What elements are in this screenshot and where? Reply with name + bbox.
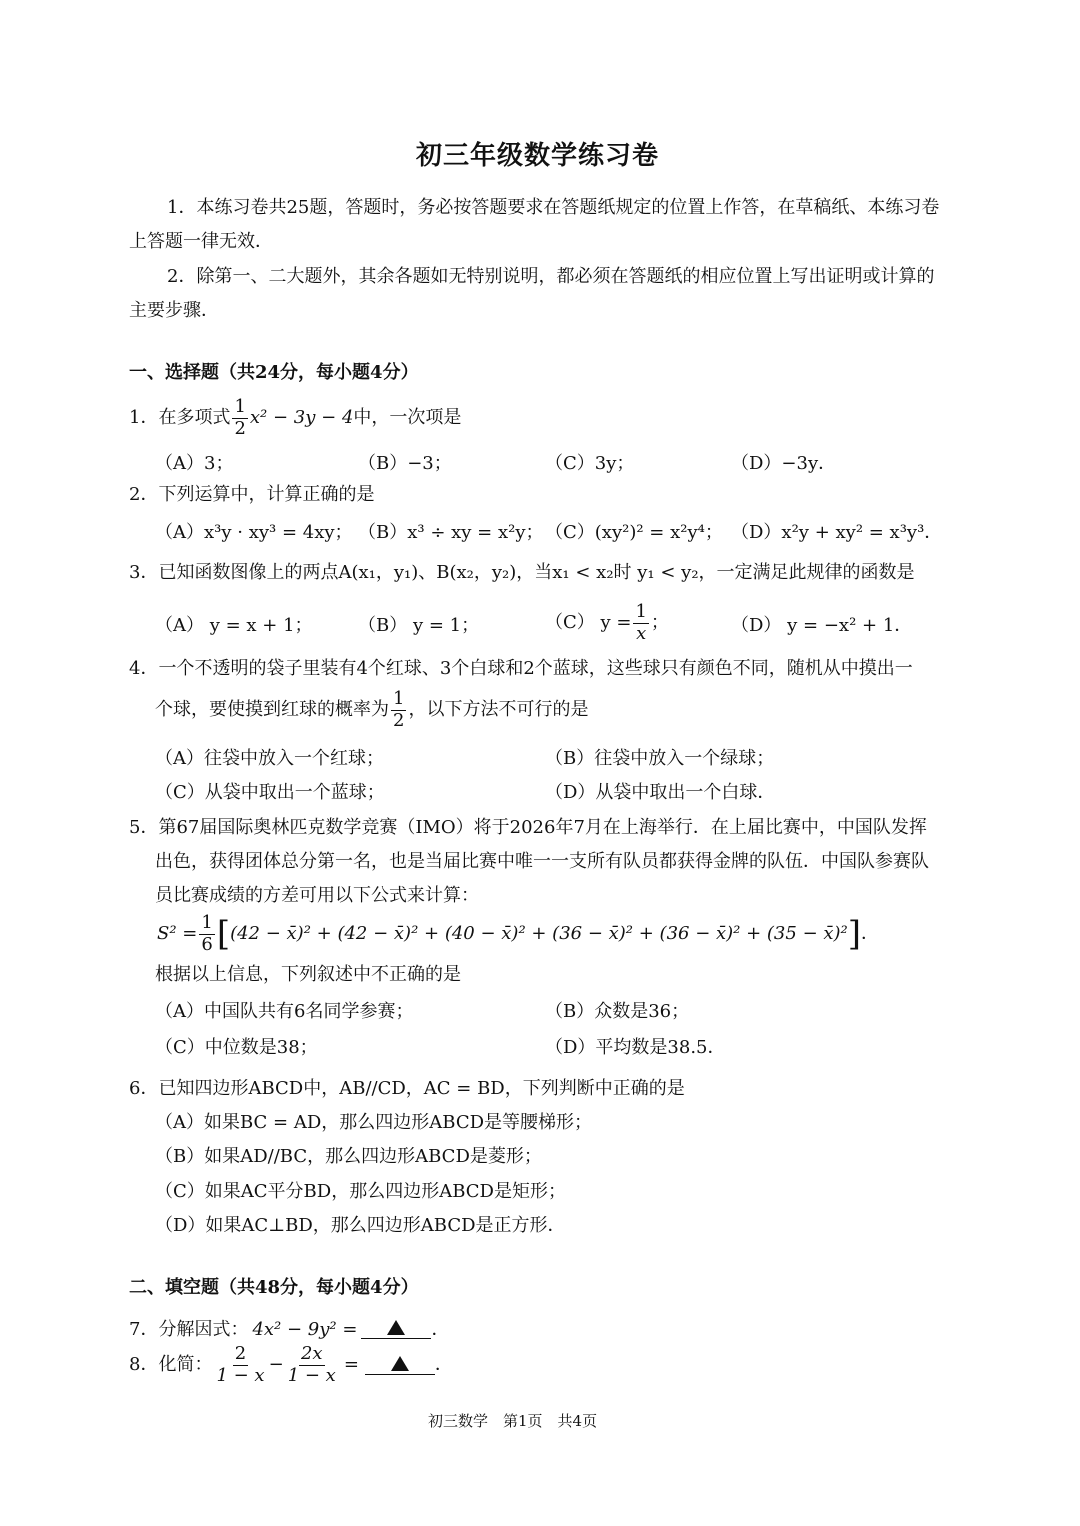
question-1-option-d: （D）−3y． bbox=[731, 453, 837, 474]
triangle-icon bbox=[387, 1320, 405, 1335]
fraction-denominator: 6 bbox=[201, 933, 213, 955]
question-4-line-2-suffix: ，以下方法不可行的是 bbox=[408, 699, 589, 721]
question-5-option-a: （A）中国队共有6名同学参赛； bbox=[155, 1001, 414, 1022]
question-4-option-b: （B）往袋中放入一个绿球； bbox=[545, 748, 775, 769]
question-6-option-a: （A）如果BC = AD，那么四边形ABCD是等腰梯形； bbox=[155, 1112, 593, 1133]
fraction-one-half bbox=[391, 690, 406, 731]
formula-lhs: S² = bbox=[157, 923, 198, 945]
answer-blank bbox=[365, 1356, 435, 1375]
question-4-option-a: （A）往袋中放入一个红球； bbox=[155, 748, 384, 769]
question-1-option-c: （C）3y； bbox=[545, 453, 635, 474]
fraction-numerator: 1 bbox=[201, 912, 213, 933]
question-8 bbox=[129, 1345, 453, 1386]
formula-body: (42 − x̄)² + (42 − x̄)² + (40 − x̄)² + (36 − x̄)² + (36 − x̄)² + (35 − x̄)² bbox=[230, 923, 848, 945]
section-heading-fill: 二、填空题（共48分，每小题4分） bbox=[129, 1277, 419, 1298]
question-4-line-2-prefix: 个球，要使摸到红球的概率为 bbox=[155, 699, 389, 721]
question-6-option-b: （B）如果AD//BC，那么四边形ABCD是菱形； bbox=[155, 1146, 542, 1167]
page-footer: 初三数学 第1页 共4页 bbox=[428, 1412, 598, 1430]
question-5-option-d: （D）平均数是38.5． bbox=[545, 1037, 726, 1058]
variance-formula bbox=[157, 914, 879, 955]
question-6-option-d: （D）如果AC⊥BD，那么四边形ABCD是正方形． bbox=[155, 1215, 566, 1236]
question-2-option-c: （C）(xy²)² = x²y⁴； bbox=[545, 522, 723, 543]
question-3-option-a: （A） y = x + 1； bbox=[155, 615, 313, 636]
triangle-icon bbox=[391, 1356, 409, 1371]
question-2-stem: 2．下列运算中，计算正确的是 bbox=[129, 484, 375, 505]
fraction-2-over-1-minus-x bbox=[214, 1345, 266, 1386]
question-3-option-d: （D） y = −x² + 1． bbox=[731, 615, 913, 636]
question-8-prefix: 8．化简： bbox=[129, 1354, 213, 1376]
question-3-option-c bbox=[545, 603, 669, 644]
question-5-line-3: 员比赛成绩的方差可用以下公式来计算： bbox=[155, 885, 479, 906]
fraction-denominator: 1 − x bbox=[287, 1364, 336, 1386]
question-5-option-c: （C）中位数是38； bbox=[155, 1037, 318, 1058]
fraction-denominator: 2 bbox=[234, 417, 246, 439]
fraction-denominator: 1 − x bbox=[216, 1364, 265, 1386]
question-5-option-b: （B）众数是36； bbox=[545, 1001, 690, 1022]
fraction-numerator: 1 bbox=[234, 396, 246, 417]
question-4-option-c: （C）从袋中取出一个蓝球； bbox=[155, 782, 385, 803]
question-2-option-b: （B）x³ ÷ xy = x²y； bbox=[358, 522, 544, 543]
question-1-option-a: （A）3； bbox=[155, 453, 234, 474]
question-7-suffix: ． bbox=[431, 1319, 450, 1340]
question-1-expression: x² − 3y − 4 bbox=[249, 407, 354, 429]
fraction-denominator: x bbox=[636, 622, 647, 644]
question-6-stem: 6．已知四边形ABCD中，AB//CD，AC = BD，下列判断中正确的是 bbox=[129, 1078, 685, 1099]
left-bracket: [ bbox=[216, 914, 231, 955]
fraction-2x-over-1-minus-x bbox=[286, 1345, 338, 1386]
option-c-suffix: ； bbox=[650, 612, 669, 634]
question-1-stem bbox=[129, 398, 461, 439]
formula-end: ． bbox=[861, 923, 880, 945]
fraction-one-sixth bbox=[199, 914, 214, 955]
question-7-expression: 4x² − 9y² = bbox=[252, 1319, 358, 1340]
question-3-option-b: （B） y = 1； bbox=[358, 615, 480, 636]
section-heading-choice: 一、选择题（共24分，每小题4分） bbox=[129, 362, 419, 383]
question-1-prefix: 1．在多项式 bbox=[129, 407, 231, 429]
minus-sign: − bbox=[268, 1354, 284, 1376]
question-2-option-d: （D）x²y + xy² = x³y³． bbox=[731, 522, 943, 543]
question-5-line-1: 5．第67届国际奥林匹克数学竞赛（IMO）将于2026年7月在上海举行．在上届比赛中，中国队发挥 bbox=[129, 817, 927, 838]
fraction-one-over-x bbox=[633, 603, 648, 644]
fraction-one-half bbox=[232, 398, 247, 439]
fraction-numerator: 2x bbox=[300, 1343, 323, 1364]
fraction-denominator: 2 bbox=[393, 709, 405, 731]
question-8-suffix: ． bbox=[434, 1354, 453, 1376]
option-c-prefix: （C） y = bbox=[545, 612, 632, 634]
question-1-suffix: 中，一次项是 bbox=[353, 407, 462, 429]
question-5-line-4: 根据以上信息，下列叙述中不正确的是 bbox=[155, 964, 461, 985]
question-1-option-b: （B）−3； bbox=[358, 453, 452, 474]
page-title: 初三年级数学练习卷 bbox=[416, 141, 660, 171]
note-1-cont: 上答题一律无效． bbox=[129, 231, 273, 252]
question-5-line-2: 出色，获得团体总分第一名，也是当届比赛中唯一一支所有队员都获得金牌的队伍．中国队参赛队 bbox=[155, 851, 929, 872]
question-4-line-2 bbox=[155, 690, 588, 731]
fraction-numerator: 2 bbox=[234, 1343, 247, 1364]
fraction-numerator: 1 bbox=[393, 688, 405, 709]
question-2-option-a: （A）x³y · xy³ = 4xy； bbox=[155, 522, 353, 543]
note-1: 1．本练习卷共25题，答题时，务必按答题要求在答题纸规定的位置上作答，在草稿纸、本练习卷 bbox=[167, 197, 940, 218]
question-6-option-c: （C）如果AC平分BD，那么四边形ABCD是矩形； bbox=[155, 1181, 566, 1202]
right-bracket: ] bbox=[847, 914, 862, 955]
question-7-prefix: 7．分解因式： bbox=[129, 1319, 249, 1340]
question-4-line-1: 4．一个不透明的袋子里装有4个红球、3个白球和2个蓝球，这些球只有颜色不同，随机从中摸出一 bbox=[129, 658, 913, 679]
note-2: 2．除第一、二大题外，其余各题如无特别说明，都必须在答题纸的相应位置上写出证明或计算的 bbox=[167, 266, 935, 287]
answer-blank bbox=[361, 1320, 431, 1339]
fraction-numerator: 1 bbox=[635, 601, 647, 622]
question-3-stem: 3．已知函数图像上的两点A(x₁，y₁)、B(x₂，y₂)，当x₁ < x₂时 y₁ < y₂，一定满足此规律的函数是 bbox=[129, 562, 915, 583]
question-4-option-d: （D）从袋中取出一个白球． bbox=[545, 782, 776, 803]
question-7 bbox=[129, 1320, 449, 1339]
note-2-cont: 主要步骤． bbox=[129, 300, 219, 321]
equals-sign: = bbox=[343, 1354, 359, 1376]
